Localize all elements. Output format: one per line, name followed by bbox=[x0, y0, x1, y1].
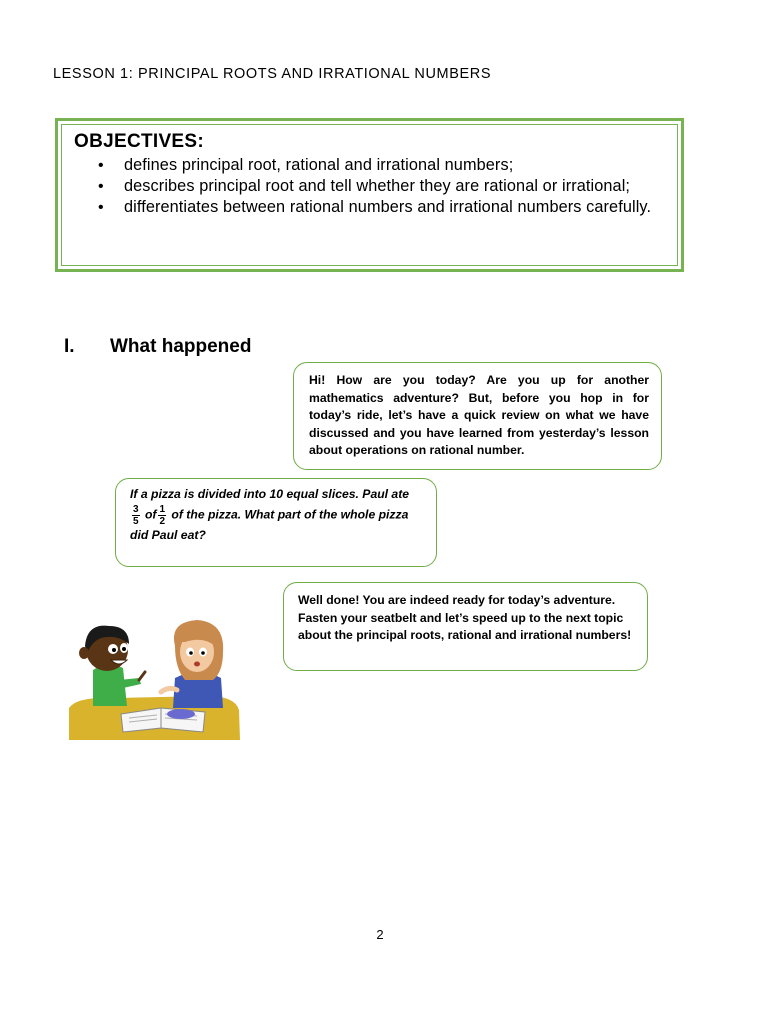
objectives-list bbox=[74, 155, 667, 218]
page-number: 2 bbox=[376, 927, 384, 942]
girl-figure bbox=[161, 620, 223, 708]
greeting-speech-bubble bbox=[293, 362, 662, 470]
problem-line-1: If a pizza is divided into 10 equal slices. Paul ate bbox=[130, 487, 410, 501]
well-done-speech-bubble bbox=[283, 582, 648, 671]
boy-figure bbox=[79, 626, 145, 706]
fraction-one-half bbox=[158, 504, 166, 527]
objectives-box bbox=[55, 118, 684, 272]
problem-line-2 bbox=[130, 504, 426, 527]
objective-item: • defines principal root, rational and irrational numbers; bbox=[98, 155, 667, 176]
of-text: of bbox=[144, 507, 157, 522]
objective-item: • describes principal root and tell whether they are rational or irrational; bbox=[98, 176, 667, 197]
fraction-denominator: 5 bbox=[133, 515, 139, 527]
problem-line-3: did Paul eat? bbox=[130, 527, 206, 542]
fraction-denominator: 2 bbox=[159, 515, 166, 527]
fraction-numerator: 3 bbox=[133, 503, 139, 515]
objective-item: • differentiates between rational numbers and irrational numbers carefully. bbox=[98, 197, 667, 218]
section-title: What happened bbox=[110, 336, 252, 357]
section-number: I. bbox=[64, 336, 75, 357]
problem-line-2-text: of the pizza. What part of the whole pizza bbox=[171, 507, 409, 522]
well-done-text: Well done! You are indeed ready for today’s adventure. Fasten your seatbelt and let’s speed up to the next topic about the principal roots, rational and irrational numbers! bbox=[298, 593, 632, 642]
greeting-text: Hi! How are you today? Are you up for another mathematics adventure? But, before you hop in for today’s ride, let’s have a quick review on what we have discussed and you have learned from yesterday’s lesson about operations on rational number. bbox=[309, 373, 649, 457]
fraction-numerator: 1 bbox=[159, 503, 166, 515]
students-studying-illustration bbox=[57, 568, 242, 743]
lesson-title: LESSON 1: PRINCIPAL ROOTS AND IRRATIONAL NUMBERS bbox=[53, 66, 492, 82]
pizza-problem-speech-bubble bbox=[115, 478, 437, 567]
objectives-inner-border bbox=[61, 124, 678, 266]
objectives-heading: OBJECTIVES: bbox=[74, 131, 204, 152]
fraction-three-fifths bbox=[132, 504, 140, 527]
